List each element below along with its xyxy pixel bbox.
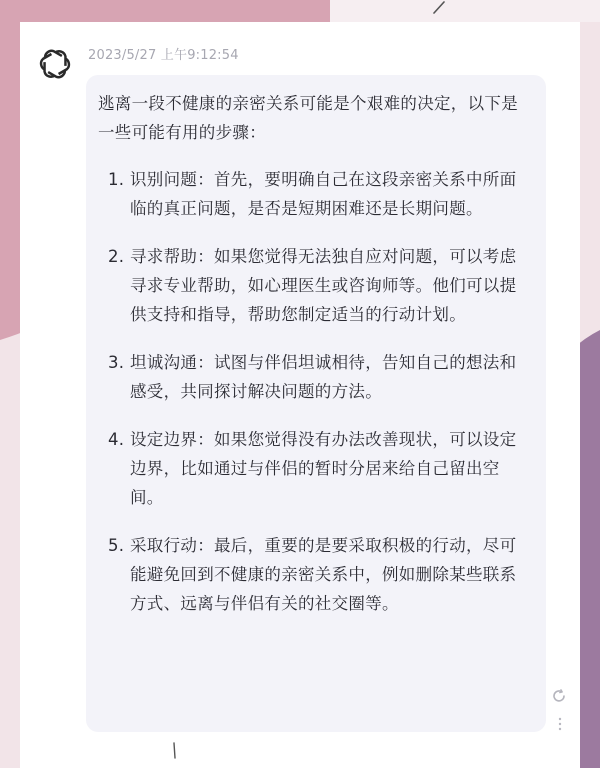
list-item xyxy=(98,348,526,406)
message-timestamp: 2023/5/27 上午9:12:54 xyxy=(88,48,239,63)
decorative-stroke xyxy=(170,742,178,760)
more-vertical-icon[interactable] xyxy=(557,716,563,732)
list-number: 3. xyxy=(108,353,125,372)
steps-list xyxy=(98,165,526,618)
list-item-text: 坦诚沟通：试图与伴侣坦诚相待，告知自己的想法和感受，共同探讨解决问题的方法。 xyxy=(130,353,517,401)
refresh-icon[interactable] xyxy=(551,688,567,704)
list-item xyxy=(98,242,526,329)
list-number: 2. xyxy=(108,247,125,266)
assistant-message-bubble xyxy=(86,75,546,732)
list-item xyxy=(98,165,526,223)
list-item-text: 识别问题：首先，要明确自己在这段亲密关系中所面临的真正问题，是否是短期困难还是长期问题。 xyxy=(130,170,517,218)
list-item xyxy=(98,531,526,618)
message-intro: 逃离一段不健康的亲密关系可能是个艰难的决定，以下是一些可能有用的步骤： xyxy=(98,94,518,142)
list-item xyxy=(98,425,526,512)
decorative-stroke xyxy=(432,0,446,14)
list-item-text: 设定边界：如果您觉得没有办法改善现状，可以设定边界，比如通过与伴侣的暂时分居来给自己留出空间。 xyxy=(130,430,517,507)
list-item-text: 采取行动：最后，重要的是要采取积极的行动，尽可能避免回到不健康的亲密关系中，例如删除某些联系方式、远离与伴侣有关的社交圈等。 xyxy=(130,536,517,613)
openai-logo-icon xyxy=(36,45,74,83)
list-number: 1. xyxy=(108,170,125,189)
list-item-text: 寻求帮助：如果您觉得无法独自应对问题，可以考虑寻求专业帮助，如心理医生或咨询师等。他们可以提供支持和指导，帮助您制定适当的行动计划。 xyxy=(130,247,517,324)
list-number: 4. xyxy=(108,430,125,449)
list-number: 5. xyxy=(108,536,125,555)
